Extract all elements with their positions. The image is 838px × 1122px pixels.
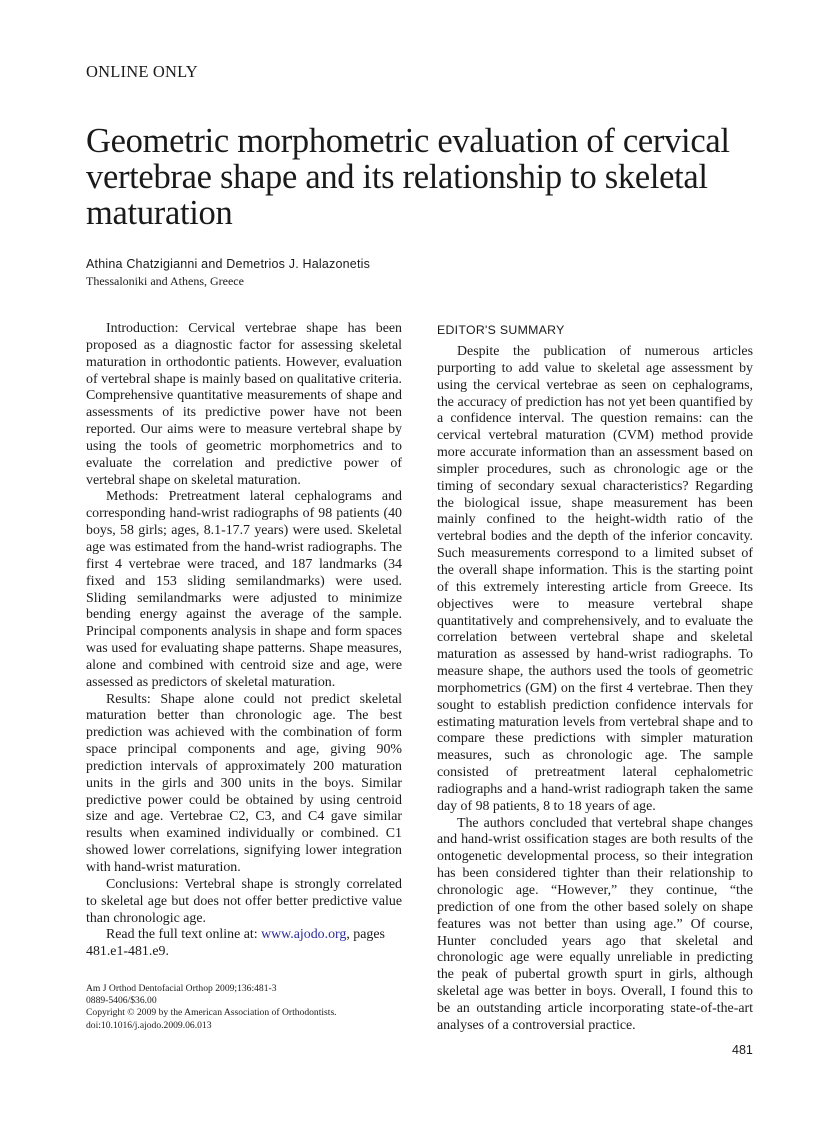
editors-summary-paragraph: The authors concluded that vertebral shape changes and hand-wrist ossification stages are both results of the ontogenetic developmental process, so their integration has been considered tighter than their relationship to chronologic age. “However,” they continue, “the prediction of one from the other based solely on shape features was not better than using age.” Of course, Hunter concluded years ago that skeletal and chronologic age were equally unreliable in predicting the peak of pubertal growth spurt in girls, although skeletal age was better in boys. Overall, I found this to be an outstanding article incorporating state-of-the-art analyses of a controversial practice. — [437, 815, 753, 1033]
abstract-methods: Methods: Pretreatment lateral cephalograms and corresponding hand-wrist radiographs of 98 patients (40 boys, 58 girls; ages, 8.1-17.7 years) were used. Skeletal age was estimated from the hand-wrist radiographs. The first 4 vertebrae were traced, and 187 landmarks (34 fixed and 153 sliding semilandmarks) were used. Sliding semilandmarks were adjusted to minimize bending energy against the average of the sample. Principal components analysis in shape and form spaces was used for evaluating shape patterns. Shape measures, alone and combined with centroid size and age, were assessed as predictors of skeletal maturation. — [86, 489, 402, 690]
article-authors: Athina Chatzigianni and Demetrios J. Halazonetis — [86, 257, 371, 271]
abstract — [86, 321, 402, 961]
article-title: Geometric morphometric evaluation of cervical vertebrae shape and its relationship to skeletal maturation — [86, 122, 730, 232]
section-label: ONLINE ONLY — [86, 62, 198, 81]
read-more — [86, 927, 402, 961]
editors-summary-heading: EDITOR'S SUMMARY — [437, 323, 565, 337]
article-affiliation: Thessaloniki and Athens, Greece — [86, 274, 244, 288]
page-number: 481 — [732, 1043, 753, 1057]
read-more-suffix: , pages 481.e1-481.e9. — [86, 927, 385, 960]
issn: 0889-5406/$36.00 — [86, 995, 157, 1007]
copyright: Copyright © 2009 by the American Association of Orthodontists. — [86, 1007, 337, 1019]
ajodo-link[interactable]: www.ajodo.org — [261, 927, 347, 943]
citation-footer — [86, 983, 337, 1032]
doi: doi:10.1016/j.ajodo.2009.06.013 — [86, 1019, 212, 1031]
citation: Am J Orthod Dentofacial Orthop 2009;136:481-3 — [86, 983, 277, 994]
abstract-introduction: Introduction: Cervical vertebrae shape has been proposed as a diagnostic factor for assessing skeletal maturation in orthodontic patients. However, evaluation of vertebral shape is mainly based on qualitative criteria. Comprehensive quantitative measurements of shape and assessments of its predictive power have not been reported. Our aims were to measure vertebral shape by using the tools of geometric morphometrics and to evaluate the correlation and predictive power of vertebral shape on skeletal maturation. — [86, 321, 402, 488]
abstract-results: Results: Shape alone could not predict skeletal maturation better than chronologic age. The best prediction was achieved with the combination of form space principal components and age, giving 90% prediction intervals of approximately 200 maturation units in the girls and 300 units in the boys. Similar predictive power could be obtained by using centroid size and age. Vertebrae C2, C3, and C4 gave similar results when examined individually or combined. C1 showed lower correlations, signifying lower integration with hand-wrist maturation. — [86, 691, 402, 875]
editors-summary-paragraph: Despite the publication of numerous articles purporting to add value to skeletal age assessment by using the cervical vertebrae as seen on cephalograms, the accuracy of prediction has not yet been quantified by a confidence interval. The question remains: can the cervical vertebral maturation (CVM) method provide more accurate information than an assessment based on simpler procedures, such as chronologic age or the timing of secondary sexual characteristics? Regarding the biological issue, shape measurement has been mainly confined to the height-width ratio of the vertebral bodies and the depth of the inferior concavity. Such measurements correspond to a limited subset of the overall shape information. This is the starting point of this extremely interesting article from Greece. Its objectives were to measure vertebral shape quantitatively and comprehensively, and to evaluate the correlation between vertebral shape and skeletal maturation as assessed by hand-wrist radiographs. To measure shape, the authors used the tools of geometric morphometrics (GM) on the first 4 vertebrae. Then they sought to establish prediction confidence intervals for estimating maturation levels from vertebral shape and to compare these predictions with simpler maturation measures, such as chronologic age. The sample consisted of pretreatment lateral cephalometric radiographs and a hand-wrist radiograph taken the same day of 98 patients, 8 to 18 years of age. — [437, 344, 753, 814]
abstract-conclusions: Conclusions: Vertebral shape is strongly correlated to skeletal age but does not offer better predictive value than chronologic age. — [86, 876, 402, 926]
read-more-prefix: Read the full text online at: — [106, 927, 262, 943]
editors-summary — [437, 344, 753, 1035]
